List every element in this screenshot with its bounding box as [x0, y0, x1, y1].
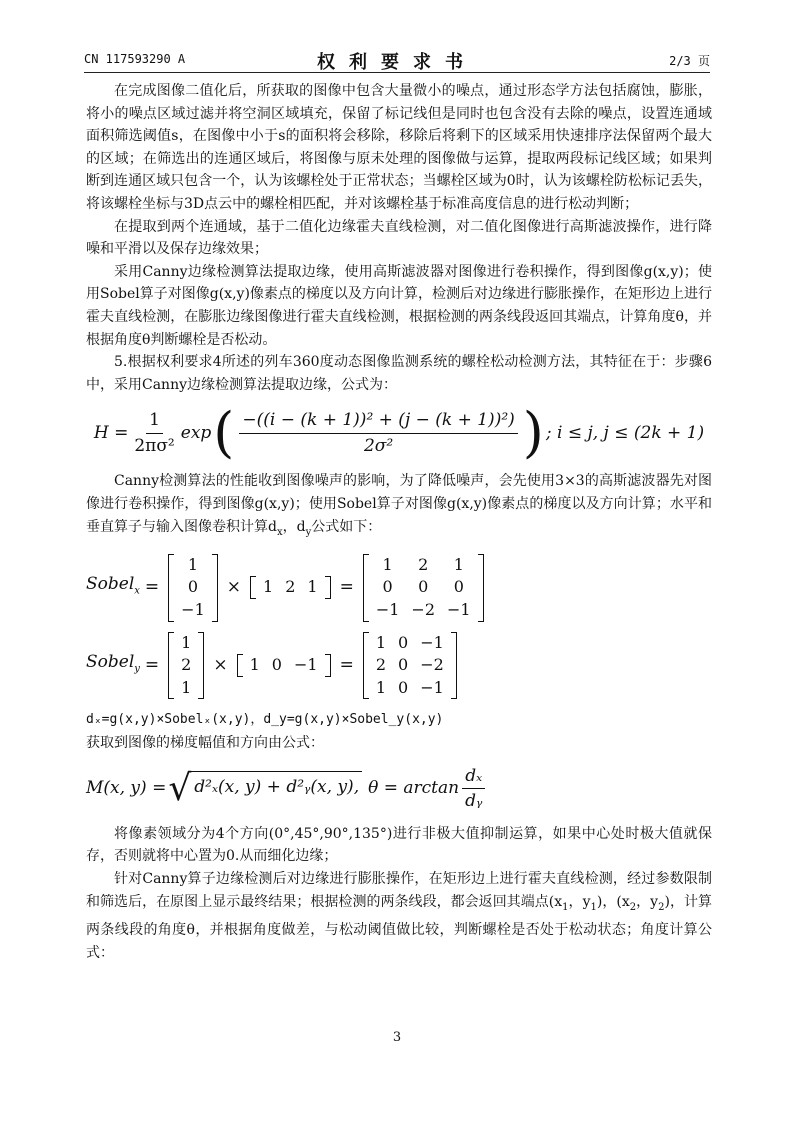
sobel-y-column-vector: 1 2 1: [168, 632, 204, 700]
paragraph-gaussian: 在提取到两个连通域，基于二值化边缘霍夫直线检测，对二值化图像进行高斯滤波操作，进行降噪和平滑以及保存边缘效果；: [86, 218, 712, 258]
paragraph-morphology: 在完成图像二值化后，所获取的图像中包含大量微小的噪点，通过形态学方法包括腐蚀，膨胀，将小的噪点区域过滤并将空洞区域填充，保留了标记线但是同时也包含没有去除的噪点，设置连通域面积筛选阈值s，在图像中小于s的面积将会移除，移除后将剩下的区域采用快速排序法保留两个最大的区域；在筛选出的连通区域后，将图像与原未处理的图像做与运算，提取两段标记线区域；如果判断到连通区域只包含一个，认为该螺栓处于正常状态；当螺栓区域为0时，认为该螺栓防松标记丢失，将该螺栓坐标与3D点云中的螺栓相匹配，并对该螺栓基于标准高度信息的进行松动判断；: [86, 83, 712, 212]
page-number: 3: [392, 1030, 402, 1045]
gradient-equation: M(x, y) = √ d²ₓ(x, y) + d²ᵧ(x, y), θ = arctan $\frac{\text{dₓ}}{\text{dᵧ}}$: [86, 765, 712, 813]
page-header: [84, 48, 710, 73]
section-title: 权利要求书: [317, 52, 477, 73]
paragraph-claim-5: 5.根据权利要求4所述的列车360度动态图像监测系统的螺栓松动检测方法，其特征在于：步骤6中，采用Canny边缘检测算法提取边缘，公式为：: [86, 354, 712, 393]
left-paren: (: [213, 401, 235, 465]
paragraph-canny: 采用Canny边缘检测算法提取边缘，使用高斯滤波器对图像进行卷积操作，得到图像g(x,y)；使用Sobel算子对图像g(x,y)像素点的梯度以及方向计算，检测后对边缘进行膨胀操作，在矩形边上进行霍夫直线检测，在膨胀边缘图像进行霍夫直线检测，根据检测的两条线段返回其端点，计算角度θ，并根据角度θ判断螺栓是否松动。: [86, 263, 712, 348]
dx-dy-definition: dₓ=g(x,y)×Sobelₓ(x,y)，d_y=g(x,y)×Sobel_y(x,y): [86, 712, 444, 728]
square-root: √ d²ₓ(x, y) + d²ᵧ(x, y),: [168, 771, 362, 807]
sobel-y-row-vector: 1 0 −1: [237, 654, 331, 677]
header-divider: [84, 72, 710, 73]
sobel-x-equation: Sobel$_x$ = 1 0 −1 × 1 2 1 = 1 2 1 0 0 0 −1 −2 −1: [86, 554, 712, 622]
patent-number: CN 117593290 A: [84, 52, 186, 66]
paragraph-angle: 针对Canny算子边缘检测后对边缘进行膨胀操作，在矩形边上进行霍夫直线检测，经过参数限制和筛选后，在原图上显示最终结果；根据检测的两条线段，都会返回其端点($x_1$，$y_1$)，($x_2$，$y_2$)，计算两条线段的角度θ，并根据角度做差，与松动阈值做比较，判断螺栓是否处于松动状态；角度计算公式：: [86, 871, 713, 961]
coef-fraction: $\frac{1}{\text{2πσ²}}$: [134, 410, 175, 456]
direction-fraction: $\frac{\text{dₓ}}{\text{dᵧ}}$: [462, 765, 485, 813]
gaussian-equation: H = $\frac{1}{\text{2πσ²}}$ exp ( $\frac{\text{−((i − (k + 1))² + (j − (k + 1))²)}}{\text{2σ²}}$ ) ; i ≤ j, j ≤ (2k + 1): [93, 401, 705, 465]
sobel-y-matrix: 1 0 −1 2 0 −2 1 0 −1: [363, 632, 457, 700]
sobel-x-row-vector: 1 2 1: [250, 576, 331, 599]
paragraph-nms: 将像素领域分为4个方向(0°,45°,90°,135°)进行非极大值抑制运算，如果中心处时极大值就保存，否则就将中心置为0.从而细化边缘；: [86, 825, 712, 865]
paragraph-gradient: 获取到图像的梯度幅值和方向由公式：: [86, 735, 324, 752]
page-indicator: 2/3 页: [669, 54, 710, 68]
sobel-x-column-vector: 1 0 −1: [168, 554, 218, 622]
sobel-x-matrix: 1 2 1 0 0 0 −1 −2 −1: [363, 554, 484, 622]
paragraph-sobel: Canny检测算法的性能收到图像噪声的影响，为了降低噪声，会先使用3×3的高斯滤波器先对图像进行卷积操作，得到图像g(x,y)；使用Sobel算子对图像g(x,y)像素点的梯度以及方向计算；水平和垂直算子与输入图像卷积计算$d_x$，$d_y$公式如下：: [86, 473, 712, 538]
claims-body: [86, 80, 712, 964]
exp-fraction: $\frac{\text{−((i − (k + 1))² + (j − (k + 1))²)}}{\text{2σ²}}$: [239, 409, 517, 457]
sobel-y-equation: Sobel$_y$ = 1 2 1 × 1 0 −1 = 1 0 −1 2 0 −2 1 0 −1: [86, 632, 712, 700]
right-paren: ): [522, 401, 544, 465]
